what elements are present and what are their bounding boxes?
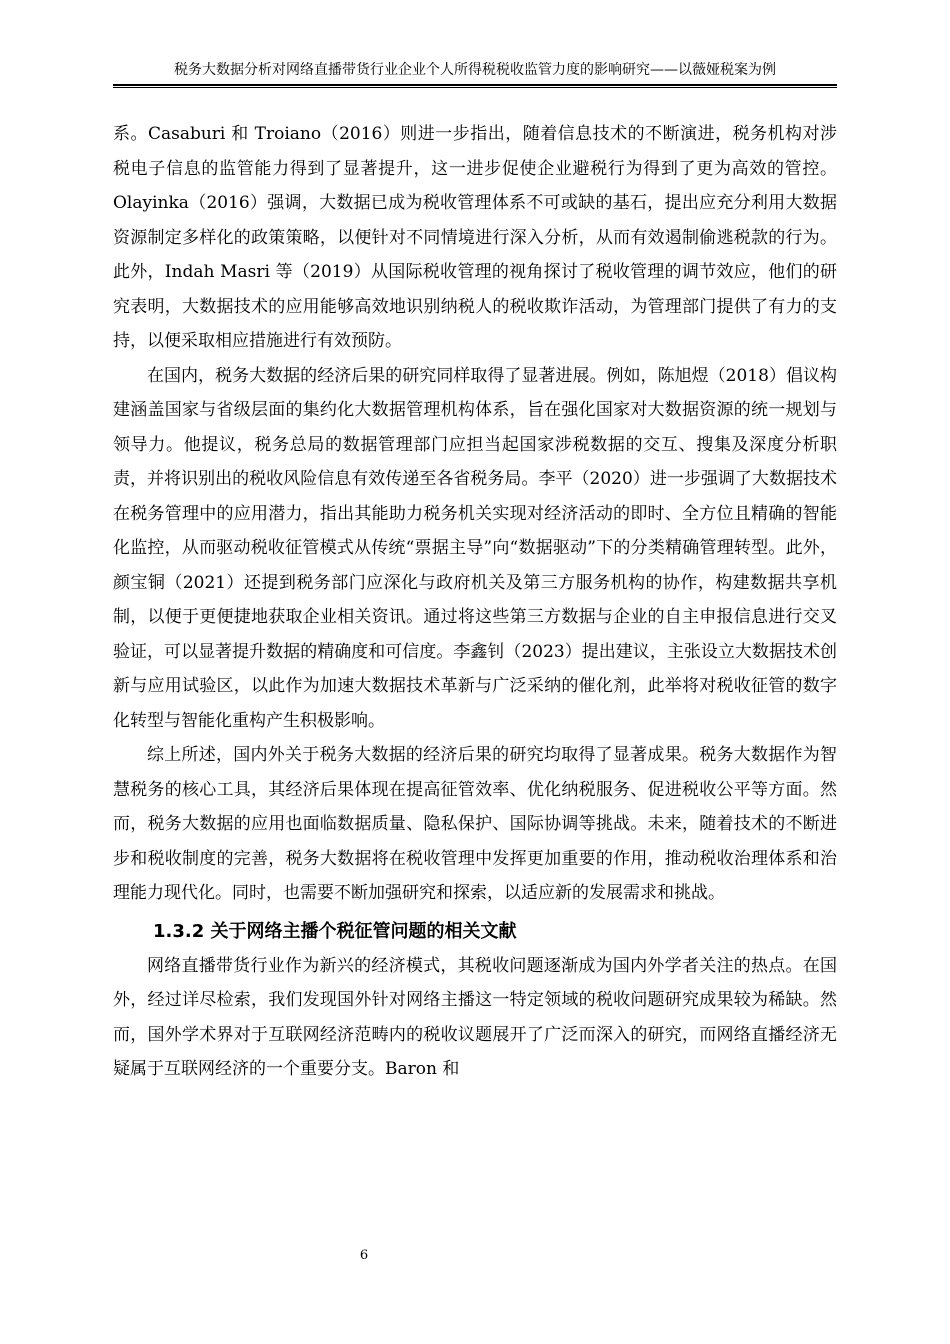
paragraph-continued: 系。Casaburi 和 Troiano（2016）则进一步指出，随着信息技术的不断演进，税务机构对涉税电子信息的监管能力得到了显著提升，这一进步促使企业避税行为得到了更为高效的管控。Olayinka（2016）强调，大数据已成为税收管理体系不可或缺的基石，提出应充分利用大数据资源制定多样化的政策策略，以便针对不同情境进行深入分析，从而有效遏制偷逃税款的行为。此外，Indah Masri 等（2019）从国际税收管理的视角探讨了税收管理的调节效应，他们的研究表明，大数据技术的应用能够高效地识别纳税人的税收欺诈活动，为管理部门提供了有力的支持，以便采取相应措施进行有效预防。 — [113, 124, 837, 351]
page-number: 6 — [359, 1248, 369, 1263]
paragraph-section-intro: 网络直播带货行业作为新兴的经济模式，其税收问题逐渐成为国内外学者关注的热点。在国外，经过详尽检索，我们发现国外针对网络主播这一特定领域的税收问题研究成果较为稀缺。然而，国外学术界对于互联网经济范畴内的税收议题展开了广泛而深入的研究，而网络直播经济无疑属于互联网经济的一个重要分支。Baron 和 — [113, 955, 837, 1079]
paragraph-domestic-research: 在国内，税务大数据的经济后果的研究同样取得了显著进展。例如，陈旭煜（2018）倡议构建涵盖国家与省级层面的集约化大数据管理机构体系，旨在强化国家对大数据资源的统一规划与领导力。他提议，税务总局的数据管理部门应担当起国家涉税数据的交互、搜集及深度分析职责，并将识别出的税收风险信息有效传递至各省税务局。李平（2020）进一步强调了大数据技术在税务管理中的应用潜力，指出其能助力税务机关实现对经济活动的即时、全方位且精确的智能化监控，从而驱动税收征管模式从传统“票据主导”向“数据驱动”下的分类精确管理转型。此外，颜宝铜（2021）还提到税务部门应深化与政府机关及第三方服务机构的协作，构建数据共享机制，以便于更便捷地获取企业相关资讯。通过将这些第三方数据与企业的自主申报信息进行交叉验证，可以显著提升数据的精确度和可信度。李鑫钊（2023）提出建议，主张设立大数据技术创新与应用试验区，以此作为加速大数据技术革新与广泛采纳的催化剂，此举将对税收征管的数字化转型与智能化重构产生积极影响。 — [113, 365, 837, 731]
section-heading: 1.3.2 关于网络主播个税征管问题的相关文献 — [153, 920, 517, 942]
paragraph-summary: 综上所述，国内外关于税务大数据的经济后果的研究均取得了显著成果。税务大数据作为智慧税务的核心工具，其经济后果体现在提高征管效率、优化纳税服务、促进税收公平等方面。然而，税务大数据的应用也面临数据质量、隐私保护、国际协调等挑战。未来，随着技术的不断进步和税收制度的完善，税务大数据将在税收管理中发挥更加重要的作用，推动税收治理体系和治理能力现代化。同时，也需要不断加强研究和探索，以适应新的发展需求和挑战。 — [113, 745, 837, 903]
header-rule — [113, 84, 837, 88]
running-header: 税务大数据分析对网络直播带货行业企业个人所得税税收监管力度的影响研究——以薇娅税案为例 — [174, 62, 776, 78]
body-text — [113, 117, 837, 1087]
